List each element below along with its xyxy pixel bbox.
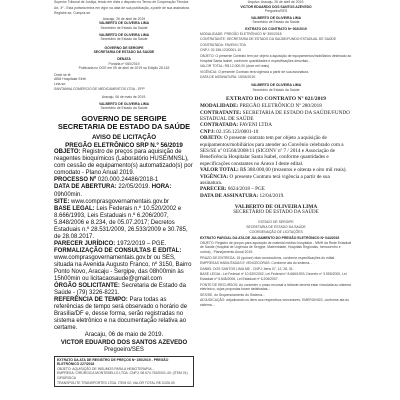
extrato1-line-5: OBJETO: O presente Contrato tem por objeto a aquisição de equipamentos/mobiliários destinado ao Hospital Santa Isabel, conforme quantidades e especificações descritas... bbox=[200, 53, 352, 63]
extrato2-sign-role: SECRETÁRIO DE ESTADO DA SAÚDE bbox=[233, 210, 319, 216]
portaria-body-3: Leia-se: bbox=[54, 81, 67, 86]
portaria-date: Aracaju, 06 de maio de 2019. bbox=[101, 95, 147, 100]
bottom-line-6: FONTE DE RECURSOS: Ao conceder o prazo recursal a licitante deverá estar vinculada ao sistema eletrônico, cujas propostas foram detalhadas... bbox=[200, 282, 351, 292]
portaria-box-published: Publicada no DOE em 05 de abril de 2019 na Edição 28.163 bbox=[78, 66, 170, 71]
left-top-sign-name: VALBERTO DE OLIVEIRA LIMA bbox=[98, 21, 150, 26]
aviso-processo: PROCESSO Nº 020.000.24486/2018-1 bbox=[54, 177, 159, 184]
portaria-box-number: Portaria nº 060/2019 bbox=[108, 61, 140, 66]
portaria-body-2: ABM Hospitalar Eireli bbox=[54, 77, 87, 82]
aviso-site: SITE: www.comprasgovernamentais.gov.br bbox=[54, 198, 169, 205]
extrato2-objeto: OBJETO: O presente contrato tem por objeto a aquisição de equipamentos/mobiliários para atender ao Convênio celebrado com a SES/SE nº 01568/2008/11 (SICONV nº 7 / 2014 e Associação de Beneficência Hospitalar Santa Isabel, conforme quantidades e especificações constantes no Anexo I deste edital. bbox=[200, 135, 344, 167]
bottom-line-2: PRAZO DE ENTREGA: 15 (quinze) dias consecutivos, conforme especificações do edital. bbox=[200, 255, 336, 260]
extrato1-line-4: CNPJ: 02.156.123/0001-10 bbox=[200, 48, 242, 53]
bottom-line-8: ADJUDICAÇÃO: adjudicando os itens aos respectivos vencedores, EMERGINGS, conforme ata do sistema... bbox=[200, 298, 350, 307]
bottom-head-3: COORDENAÇÃO DE LICITAÇÕES bbox=[249, 229, 303, 234]
left-column bbox=[54, 0, 194, 389]
extrato2-sign-name: VALBERTO DE OLIVEIRA LIMA bbox=[234, 204, 318, 211]
extrato2-modalidade: MODALIDADE: PREGÃO ELETRÔNICO Nº 280/2018 bbox=[200, 103, 322, 110]
right-sign-b-name: VALBERTO DE OLIVEIRA LIMA bbox=[250, 82, 302, 87]
extrato1-line-3: CONTRATADA: FAVENI LTDA bbox=[200, 42, 246, 47]
aviso-title: AVISO DE LICITAÇÃO bbox=[91, 134, 157, 142]
extrato2-data-assinatura: DATA DE ASSINATURA: 12/04/2019. bbox=[200, 192, 285, 199]
aviso-pregao: PREGÃO ELETRÔNICO SRP N.º 56/2019 bbox=[65, 141, 183, 149]
extrato2-title: EXTRATO DO CONTRATO Nº 021/2019 bbox=[226, 96, 326, 103]
bottom-line-5: BASE LEGAL: Lei Federal nº 10.520/2002, Lei Federal nº 8.666/1993, Decreto nº 3.555/2000, Lei Estadual nº 5.848/2006, Lei Estadual nº 6.206/2007. bbox=[200, 272, 347, 281]
extrato1-line-2: CONTRATANTE: SECRETARIA DE ESTADO DA SAÚDE/FUNDO ESTADUAL DE SAÚDE bbox=[200, 37, 337, 42]
extrato2-valor: VALOR TOTAL: R$ 388.000,00 (trezentos e oitenta e oito mil reais). bbox=[200, 167, 347, 174]
aviso-referencia: REFERÊNCIA DE TEMPO: Para todas as referências de tempo será observado o horário de Brasília/DF e, desse forma, serão registradas no sistema eletrônico e na documentação relativa ao certame. bbox=[54, 297, 188, 332]
aviso-licitacao bbox=[54, 115, 194, 354]
bottom-title: EXTRATO PARCIAL DA ATA DE JULGAMENTO DO PREGÃO ELETRÔNICO Nº 044/2019 bbox=[200, 236, 340, 241]
portaria-sec: SECRETARIA DE ESTADO DA SAÚDE bbox=[93, 50, 155, 55]
left-top-sign-role: Secretário de Estado da Saúde bbox=[100, 25, 148, 30]
portaria-body-1: Onde se lê: bbox=[54, 72, 72, 77]
right-top-line-1: Arquivo: Aracaju, 26 de abril de 2019. bbox=[247, 0, 305, 4]
portaria-sign-role: Secretário de Estado da Saúde bbox=[100, 37, 148, 42]
extrato2-vigencia: VIGÊNCIA: O presente Contrato terá vigência a partir de sua assinatura. bbox=[200, 173, 330, 186]
portaria-body-4: SANTANNA COMERCIO DE MEDICAMENTOS LTDA - EPP bbox=[54, 86, 145, 91]
right-column bbox=[200, 0, 352, 308]
aviso-abertura: DATA DE ABERTURA: 22/05/2019. HORA: 09h00min. bbox=[54, 184, 172, 198]
extrato1-line-7: VIGÊNCIA: O presente Contrato terá vigência a partir de sua assinatura. bbox=[200, 69, 310, 74]
left-top-date: Aracaju, 26 de abril de 2019 bbox=[102, 16, 146, 21]
right-top-line-3: Pregoeiro/SES bbox=[264, 9, 288, 14]
right-sign-a-name: VALBERTO DE OLIVEIRA LIMA bbox=[250, 15, 302, 20]
bottom-head-2: SECRETARIA DE ESTADO DA SAÚDE bbox=[246, 224, 306, 229]
left-bottom-line-3: EMPRESA: CIRÚRGICA MONTEBELLO LTDA. CNPJ: 08.674.752/0001-40; (ITEM 01) CIRÚRGICA bbox=[57, 371, 188, 380]
extrato2-cnpj: CNPJ: 02.156.123/0001-10 bbox=[200, 128, 259, 135]
extrato1-line-8: DATA DE ASSINATURA: 15/04/2019. bbox=[200, 75, 256, 80]
portaria-sign2-name: VALBERTO DE OLIVEIRA LIMA bbox=[98, 101, 150, 106]
bottom-line-7: SES/SE, do Sequenciamento do Sistema... bbox=[200, 292, 266, 297]
right-sign-a-role: Secretário de Estado da Saúde bbox=[252, 20, 300, 25]
aviso-sign-role: Pregoeiro/SES bbox=[104, 346, 144, 353]
left-top-line-2: Art. 3º - Esta portaria entra em vigor na data de sua publicação, a partir de sua assinatura. bbox=[54, 5, 190, 10]
extrato1-title: EXTRATO DO CONTRATO Nº 002/2019 bbox=[245, 26, 307, 31]
aviso-parecer: PARECER JURÍDICO: 1972/2019 – PGE. bbox=[54, 240, 167, 247]
extrato2-contratada: CONTRATADA: FAVENI LTDA bbox=[200, 122, 273, 129]
aviso-sec: SECRETARIA DE ESTADO DA SAÚDE bbox=[57, 122, 191, 132]
portaria-gov: GOVERNO DE SERGIPE bbox=[104, 45, 144, 50]
left-bottom-line-1: EXTRATO DA ATA DE REGISTRO DE PREÇOS Nº 150/2019 - PREGÃO ELETRÔNICO 227/2018 bbox=[57, 357, 169, 367]
left-top-line-1: Superior Tribunal de Justiça, tendo em vista o disposto no Termo de Cooperação Técnica bbox=[54, 0, 189, 4]
bottom-line-1: OBJETO: Registro de preços para aquisição de material médico hospitalar - MMH da Rede Estadual de Saúde (Hospital de Urgência de Sergipe, Maternidade, Hospitais Regionais, hemocentro e outros) - Planejamento Anual 2019. bbox=[200, 240, 352, 254]
aviso-gov: GOVERNO DE SERGIPE bbox=[81, 113, 167, 123]
left-bottom-line-2: OBJETO: AQUISIÇÃO DE INSUMOS PARA A HEMOTERAPIA... bbox=[57, 366, 155, 371]
bottom-head-1: ESTADO DE SERGIPE bbox=[258, 220, 294, 225]
left-bottom-line-4: TRANSPOLITE TRANSPORTES LTDA. ITEM 02; VALOR TOTAL R$ 3.026,00 bbox=[57, 380, 175, 385]
portaria-box-title: DENATA bbox=[117, 56, 131, 61]
aviso-base-legal: BASE LEGAL: Leis Federais n.º 10.520/2002 e 8.666/1993, Leis Estaduais n.º 6.206/2007, 5.848/2006 e 8.234, de 05.07.2017; Decretos Estaduais n.º 28.531/2009, 26.533/2009 e 30.785, de 28.08.2017. bbox=[54, 205, 188, 240]
aviso-objeto: OBJETO: Registro de preços para aquisição de reagentes bioquímicos (Laboratório HUSE/MNSL), com cessão de equipamento(s) automatizado(s) por comodato - Plano Anual 2019. bbox=[54, 149, 193, 177]
aviso-date: Aracaju, 06 de maio de 2019. bbox=[84, 332, 164, 339]
extrato1-line-6: VALOR TOTAL: R$ 12.000,00 (doze mil reais) bbox=[200, 64, 270, 69]
aviso-sign-name: VICTOR EDUARDO DOS SANTOS AZEVEDO bbox=[60, 339, 188, 346]
left-bottom-extract bbox=[54, 356, 194, 388]
portaria-sign-name: VALBERTO DE OLIVEIRA LIMA bbox=[98, 32, 150, 37]
extrato-contrato-021 bbox=[200, 96, 352, 216]
extrato2-parecer: PARECER: 6624/2018 – PGE bbox=[200, 186, 265, 193]
portaria-sign2-role: Secretário de Estado da Saúde bbox=[100, 106, 148, 111]
aviso-orgao: ÓRGÃO SOLICITANTE: Secretaria de Estado da Saúde - (79) 3226-8221. bbox=[54, 283, 186, 297]
left-top-line-3: Registre-se, Cumpra-se. bbox=[54, 11, 91, 16]
bottom-line-3: EMPRESAS HABILITADAS E VENCEDORAS: Conforme ata do sistema... bbox=[200, 261, 313, 266]
extrato2-contratante: CONTRATANTE: SECRETARIA DE ESTADO DA SAÚDE/FUNDO ESTADUAL DE SAÚDE bbox=[200, 109, 350, 122]
right-top-line-2: VICTOR EDUARDO DOS SANTOS AZEVEDO bbox=[240, 4, 312, 9]
right-sign-b-role: Secretário de Estado da Saúde bbox=[252, 87, 300, 92]
extrato1-line-1: MODALIDADE: PREGÃO ELETRÔNICO Nº 300/2018 bbox=[200, 31, 282, 36]
bottom-line-4: DANIEL DOS SANTOS LIMA ME - CNPJ: Itens 07, 12, 28, 31. bbox=[200, 266, 294, 271]
aviso-formalizacao: FORMALIZAÇÃO DE CONSULTAS E EDITAL: www.comprasgovernamentais.gov.br ou SES, situada na Avenida Augusto Franco, nº 3150, Bairro Ponto Novo, Aracaju - Sergipe, das 08h00min às 15h00min ou licitacaosaude@gmail.com bbox=[54, 247, 192, 283]
